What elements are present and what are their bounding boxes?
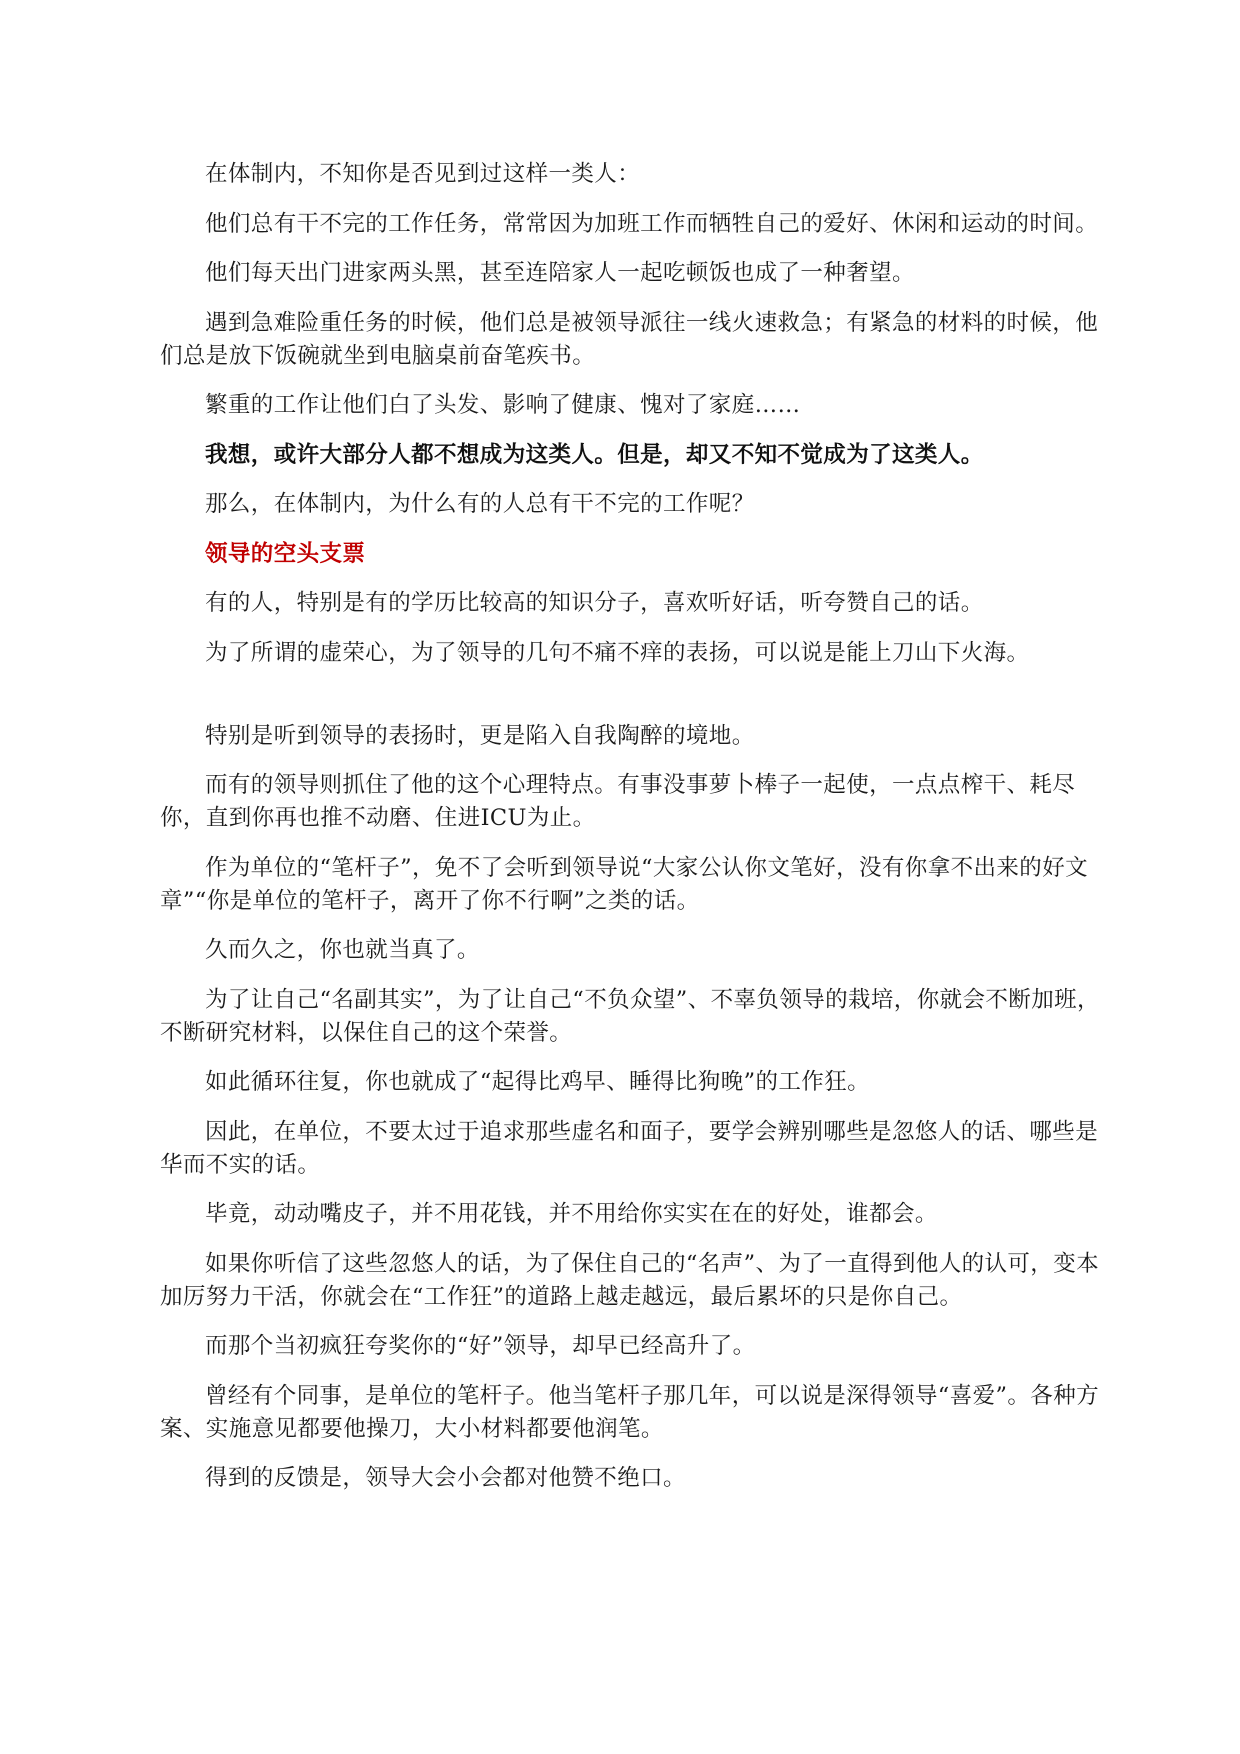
paragraph: 特别是听到领导的表扬时，更是陷入自我陶醉的境地。 [205,722,755,749]
section-heading: 领导的空头支票 [205,540,366,567]
paragraph: 为了让自己“名副其实”，为了让自己“不负众望”、不辜负领导的栽培，你就会不断加班，不断研究材料，以保住自己的这个荣誉。 [160,986,1100,1046]
paragraph: 毕竟，动动嘴皮子，并不用花钱，并不用给你实实在在的好处，谁都会。 [205,1201,938,1227]
paragraph: 因此，在单位，不要太过于追求那些虚名和面子，要学会辨别哪些是忽悠人的话、哪些是华而不实的话。 [160,1118,1099,1178]
paragraph: 得到的反馈是，领导大会小会都对他赞不绝口。 [205,1465,686,1491]
paragraph: 作为单位的“笔杆子”，免不了会听到领导说“大家公认你文笔好，没有你拿不出来的好文章”“你是单位的笔杆子，离开了你不行啊”之类的话。 [160,854,1089,914]
document-body [160,158,1100,1512]
paragraph: 他们总有干不完的工作任务，常常因为加班工作而牺牲自己的爱好、休闲和运动的时间。 [205,210,1099,237]
question-paragraph: 那么，在体制内，为什么有的人总有干不完的工作呢？ [205,491,755,517]
paragraph-intro: 在体制内，不知你是否见到过这样一类人： [205,161,641,187]
paragraph: 如此循环往复，你也就成了“起得比鸡早、睡得比狗晚”的工作狂。 [205,1069,871,1095]
paragraph: 而有的领导则抓住了他的这个心理特点。有事没事萝卜棒子一起使，一点点榨干、耗尽你，直到你再也推不动磨、住进ICU为止。 [160,772,1076,831]
paragraph: 曾经有个同事，是单位的笔杆子。他当笔杆子那几年，可以说是深得领导“喜爱”。各种方案、实施意见都要他操刀，大小材料都要他润笔。 [160,1382,1100,1442]
paragraph: 而那个当初疯狂夸奖你的“好”领导，却早已经高升了。 [205,1333,756,1359]
paragraph: 久而久之，你也就当真了。 [205,937,480,963]
paragraph: 为了所谓的虚荣心，为了领导的几句不痛不痒的表扬，可以说是能上刀山下火海。 [205,639,1030,666]
paragraph: 他们每天出门进家两头黑，甚至连陪家人一起吃顿饭也成了一种奢望。 [205,260,915,286]
paragraph: 如果你听信了这些忽悠人的话，为了保住自己的“名声”、为了一直得到他人的认可，变本加厉努力干活，你就会在“工作狂”的道路上越走越远，最后累坏的只是你自己。 [160,1250,1100,1310]
emphasis-paragraph: 我想，或许大部分人都不想成为这类人。但是，却又不知不觉成为了这类人。 [205,441,984,468]
paragraph: 有的人，特别是有的学历比较高的知识分子，喜欢听好话，听夸赞自己的话。 [205,590,984,616]
paragraph: 遇到急难险重任务的时候，他们总是被领导派往一线火速救急；有紧急的材料的时候，他们总是放下饭碗就坐到电脑桌前奋笔疾书。 [160,309,1099,369]
paragraph: 繁重的工作让他们白了头发、影响了健康、愧对了家庭…… [205,392,801,418]
